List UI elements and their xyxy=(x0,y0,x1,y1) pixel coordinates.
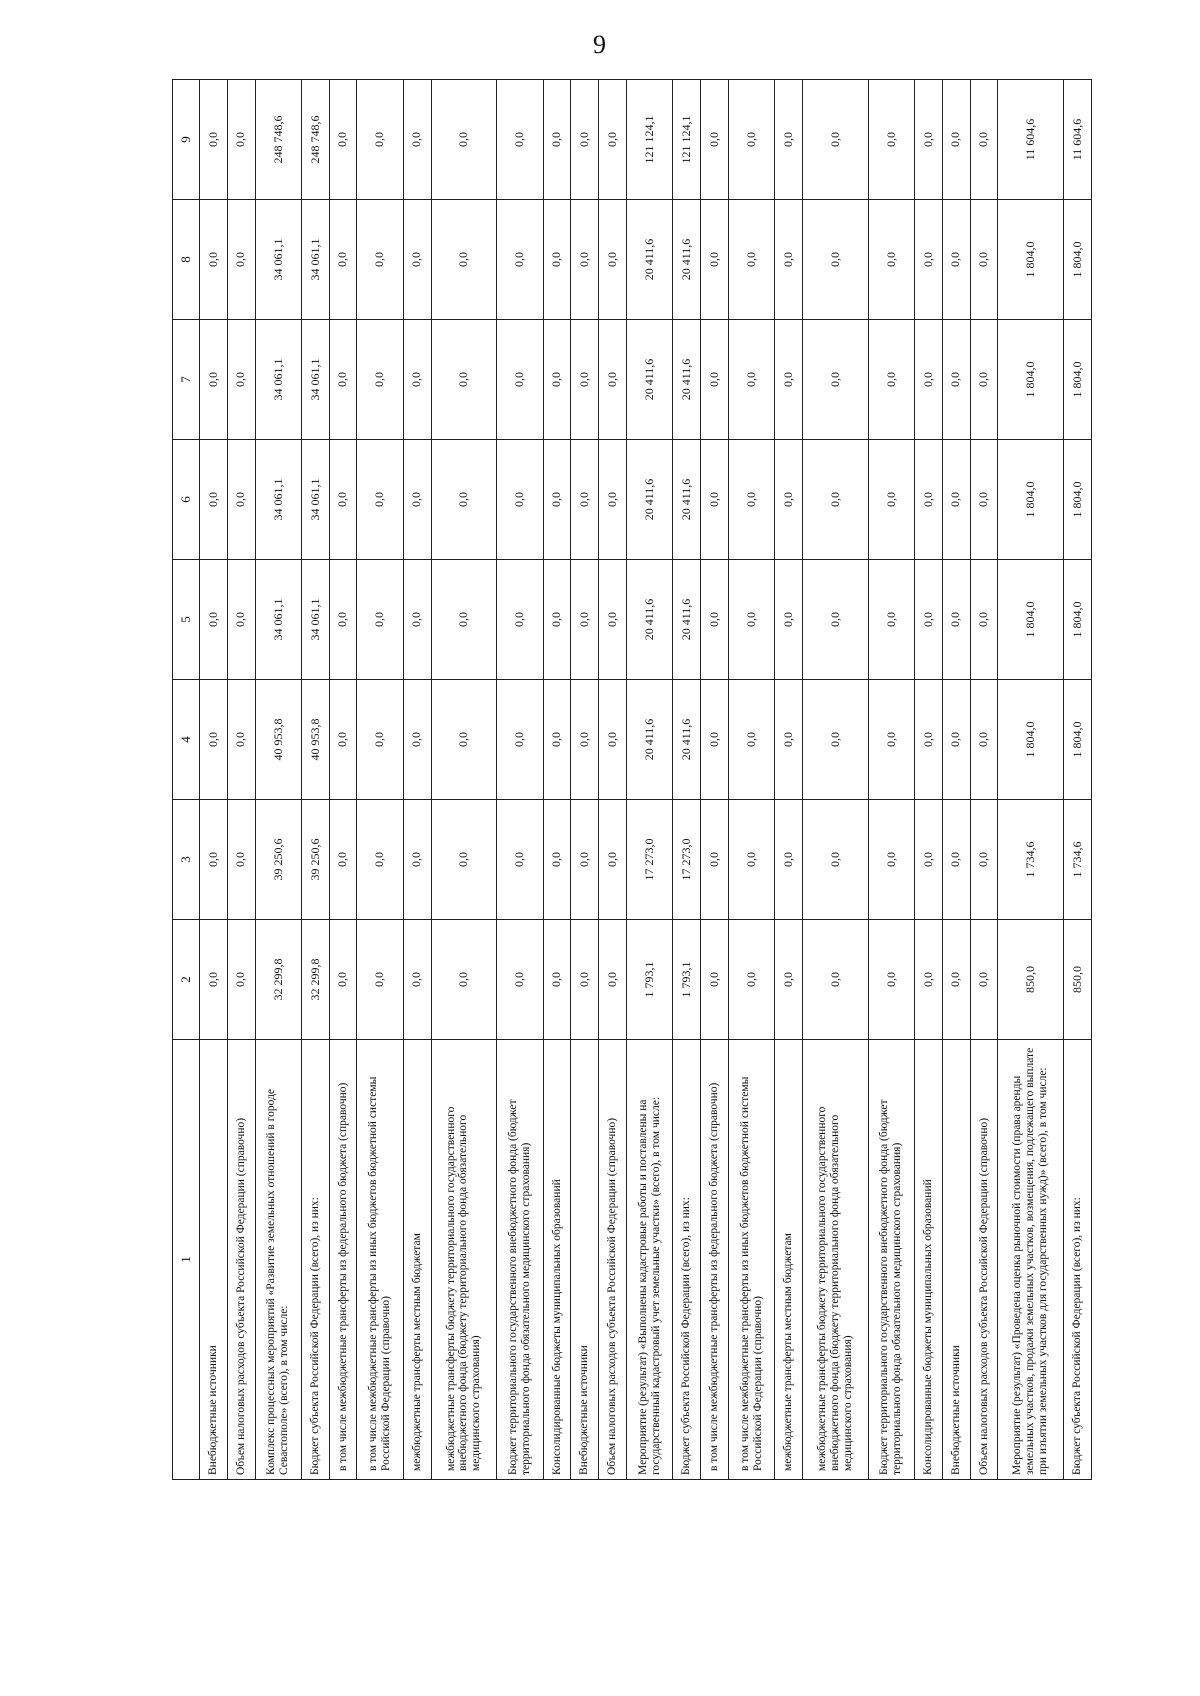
value-cell: 0,0 xyxy=(915,920,943,1040)
value-cell: 0,0 xyxy=(431,320,497,440)
value-cell: 0,0 xyxy=(599,80,627,200)
value-cell: 0,0 xyxy=(915,320,943,440)
value-cell: 0,0 xyxy=(728,800,774,920)
table-row xyxy=(728,80,774,1480)
table-row xyxy=(775,80,803,1480)
row-label: в том числе межбюджетные трансферты из федерального бюджета (справочно) xyxy=(329,1040,357,1480)
value-cell: 0,0 xyxy=(728,920,774,1040)
value-cell: 0,0 xyxy=(775,560,803,680)
value-cell: 0,0 xyxy=(403,440,431,560)
value-cell: 20 411,6 xyxy=(626,200,672,320)
table-row xyxy=(998,80,1064,1480)
value-cell: 0,0 xyxy=(701,320,729,440)
row-label: Объем налоговых расходов субъекта Российской Федерации (справочно) xyxy=(970,1040,998,1480)
value-cell: 0,0 xyxy=(868,440,914,560)
value-cell: 0,0 xyxy=(497,320,543,440)
row-label: Бюджет субъекта Российской Федерации (всего), из них: xyxy=(1064,1040,1092,1480)
value-cell: 0,0 xyxy=(227,440,255,560)
value-cell: 0,0 xyxy=(802,320,868,440)
row-label: Объем налоговых расходов субъекта Российской Федерации (справочно) xyxy=(599,1040,627,1480)
value-cell: 34 061,1 xyxy=(301,440,329,560)
row-label: Консолидированные бюджеты муниципальных образований xyxy=(543,1040,571,1480)
table-row xyxy=(301,80,329,1480)
column-header-4: 4 xyxy=(173,680,200,800)
value-cell: 0,0 xyxy=(942,80,970,200)
value-cell: 0,0 xyxy=(329,440,357,560)
value-cell: 32 299,8 xyxy=(301,920,329,1040)
value-cell: 0,0 xyxy=(701,680,729,800)
value-cell: 1 793,1 xyxy=(673,920,701,1040)
value-cell: 0,0 xyxy=(571,560,599,680)
value-cell: 0,0 xyxy=(802,560,868,680)
table-row xyxy=(431,80,497,1480)
value-cell: 0,0 xyxy=(599,920,627,1040)
value-cell: 1 804,0 xyxy=(998,680,1064,800)
value-cell: 0,0 xyxy=(915,680,943,800)
row-label: Мероприятие (результат) «Проведена оценка рыночной стоимости (права аренды земельных участков, продажи земельных участков, возмещения, подлежащего выплате при изъятии земельных участков для государственных нужд)» (всего), в том числе: xyxy=(998,1040,1064,1480)
value-cell: 0,0 xyxy=(357,320,403,440)
value-cell: 0,0 xyxy=(728,560,774,680)
value-cell: 121 124,1 xyxy=(673,80,701,200)
value-cell: 0,0 xyxy=(571,200,599,320)
value-cell: 850,0 xyxy=(998,920,1064,1040)
value-cell: 0,0 xyxy=(775,440,803,560)
table-row xyxy=(599,80,627,1480)
value-cell: 40 953,8 xyxy=(255,680,301,800)
value-cell: 248 748,6 xyxy=(255,80,301,200)
value-cell: 0,0 xyxy=(497,440,543,560)
value-cell: 0,0 xyxy=(942,320,970,440)
table-row xyxy=(1064,80,1092,1480)
value-cell: 0,0 xyxy=(357,800,403,920)
value-cell: 0,0 xyxy=(200,680,228,800)
value-cell: 20 411,6 xyxy=(673,680,701,800)
value-cell: 0,0 xyxy=(403,560,431,680)
value-cell: 0,0 xyxy=(701,920,729,1040)
page-number: 9 xyxy=(593,30,607,59)
value-cell: 0,0 xyxy=(970,440,998,560)
value-cell: 850,0 xyxy=(1064,920,1092,1040)
row-label: Внебюджетные источники xyxy=(571,1040,599,1480)
value-cell: 0,0 xyxy=(942,680,970,800)
value-cell: 0,0 xyxy=(970,680,998,800)
value-cell: 0,0 xyxy=(915,440,943,560)
value-cell: 0,0 xyxy=(543,200,571,320)
value-cell: 0,0 xyxy=(728,200,774,320)
value-cell: 39 250,6 xyxy=(301,800,329,920)
row-label: в том числе межбюджетные трансферты из федерального бюджета (справочно) xyxy=(701,1040,729,1480)
value-cell: 0,0 xyxy=(357,200,403,320)
row-label: в том числе межбюджетные трансферты из иных бюджетов бюджетной системы Российской Федерации (справочно) xyxy=(728,1040,774,1480)
value-cell: 0,0 xyxy=(868,800,914,920)
value-cell: 0,0 xyxy=(403,200,431,320)
value-cell: 40 953,8 xyxy=(301,680,329,800)
value-cell: 1 804,0 xyxy=(998,560,1064,680)
value-cell: 0,0 xyxy=(571,80,599,200)
value-cell: 0,0 xyxy=(200,440,228,560)
value-cell: 0,0 xyxy=(431,560,497,680)
value-cell: 1 734,6 xyxy=(1064,800,1092,920)
table-header xyxy=(173,80,200,1480)
value-cell: 0,0 xyxy=(599,680,627,800)
value-cell: 0,0 xyxy=(329,920,357,1040)
value-cell: 20 411,6 xyxy=(626,560,672,680)
value-cell: 0,0 xyxy=(543,560,571,680)
value-cell: 0,0 xyxy=(868,920,914,1040)
value-cell: 0,0 xyxy=(200,80,228,200)
value-cell: 1 734,6 xyxy=(998,800,1064,920)
value-cell: 0,0 xyxy=(599,560,627,680)
value-cell: 121 124,1 xyxy=(626,80,672,200)
value-cell: 0,0 xyxy=(701,560,729,680)
row-label: межбюджетные трансферты местным бюджетам xyxy=(403,1040,431,1480)
value-cell: 0,0 xyxy=(329,80,357,200)
table-row xyxy=(868,80,914,1480)
value-cell: 0,0 xyxy=(802,920,868,1040)
table-row xyxy=(227,80,255,1480)
table-row xyxy=(626,80,672,1480)
table-row xyxy=(255,80,301,1480)
table-row xyxy=(497,80,543,1480)
value-cell: 0,0 xyxy=(802,200,868,320)
value-cell: 0,0 xyxy=(227,200,255,320)
row-label: в том числе межбюджетные трансферты из иных бюджетов бюджетной системы Российской Федерации (справочно) xyxy=(357,1040,403,1480)
value-cell: 0,0 xyxy=(728,440,774,560)
value-cell: 1 804,0 xyxy=(998,440,1064,560)
value-cell: 0,0 xyxy=(915,200,943,320)
value-cell: 0,0 xyxy=(497,800,543,920)
value-cell: 0,0 xyxy=(431,80,497,200)
value-cell: 0,0 xyxy=(543,440,571,560)
value-cell: 0,0 xyxy=(701,440,729,560)
table-row xyxy=(357,80,403,1480)
value-cell: 32 299,8 xyxy=(255,920,301,1040)
column-header-5: 5 xyxy=(173,560,200,680)
value-cell: 0,0 xyxy=(915,800,943,920)
value-cell: 0,0 xyxy=(970,920,998,1040)
value-cell: 0,0 xyxy=(868,200,914,320)
value-cell: 1 804,0 xyxy=(1064,320,1092,440)
column-header-2: 2 xyxy=(173,920,200,1040)
value-cell: 0,0 xyxy=(775,800,803,920)
row-label: Бюджет субъекта Российской Федерации (всего), из них: xyxy=(673,1040,701,1480)
value-cell: 0,0 xyxy=(357,680,403,800)
value-cell: 0,0 xyxy=(728,320,774,440)
value-cell: 17 273,0 xyxy=(673,800,701,920)
value-cell: 20 411,6 xyxy=(626,680,672,800)
value-cell: 20 411,6 xyxy=(673,320,701,440)
value-cell: 0,0 xyxy=(357,80,403,200)
value-cell: 0,0 xyxy=(543,800,571,920)
value-cell: 0,0 xyxy=(543,80,571,200)
value-cell: 0,0 xyxy=(970,320,998,440)
value-cell: 0,0 xyxy=(802,440,868,560)
value-cell: 0,0 xyxy=(775,920,803,1040)
value-cell: 248 748,6 xyxy=(301,80,329,200)
value-cell: 1 804,0 xyxy=(1064,440,1092,560)
value-cell: 0,0 xyxy=(227,320,255,440)
value-cell: 0,0 xyxy=(970,200,998,320)
value-cell: 0,0 xyxy=(543,680,571,800)
value-cell: 0,0 xyxy=(329,200,357,320)
budget-table xyxy=(172,79,1092,1480)
value-cell: 0,0 xyxy=(571,800,599,920)
column-header-1: 1 xyxy=(173,1040,200,1480)
value-cell: 0,0 xyxy=(431,800,497,920)
value-cell: 0,0 xyxy=(227,800,255,920)
row-label: Комплекс процессных мероприятий «Развитие земельных отношений в городе Севастополе» (всего), в том числе: xyxy=(255,1040,301,1480)
value-cell: 0,0 xyxy=(599,440,627,560)
value-cell: 20 411,6 xyxy=(673,440,701,560)
table-row xyxy=(403,80,431,1480)
value-cell: 0,0 xyxy=(357,440,403,560)
row-label: межбюджетные трансферты бюджету территориального государственного внебюджетного фонда (бюджету территориального фонда обязательного медицинского страхования) xyxy=(431,1040,497,1480)
table-row xyxy=(942,80,970,1480)
value-cell: 0,0 xyxy=(802,800,868,920)
row-label: межбюджетные трансферты бюджету территориального государственного внебюджетного фонда (бюджету территориального фонда обязательного медицинского страхования) xyxy=(802,1040,868,1480)
value-cell: 0,0 xyxy=(571,320,599,440)
value-cell: 20 411,6 xyxy=(673,560,701,680)
value-cell: 0,0 xyxy=(701,80,729,200)
table-row xyxy=(329,80,357,1480)
row-label: Объем налоговых расходов субъекта Российской Федерации (справочно) xyxy=(227,1040,255,1480)
value-cell: 11 604,6 xyxy=(1064,80,1092,200)
value-cell: 39 250,6 xyxy=(255,800,301,920)
value-cell: 0,0 xyxy=(227,680,255,800)
value-cell: 0,0 xyxy=(970,800,998,920)
column-header-7: 7 xyxy=(173,320,200,440)
value-cell: 0,0 xyxy=(497,680,543,800)
value-cell: 0,0 xyxy=(571,920,599,1040)
value-cell: 1 804,0 xyxy=(1064,200,1092,320)
value-cell: 0,0 xyxy=(728,80,774,200)
value-cell: 0,0 xyxy=(227,560,255,680)
value-cell: 0,0 xyxy=(403,680,431,800)
table-row xyxy=(970,80,998,1480)
value-cell: 0,0 xyxy=(775,200,803,320)
value-cell: 0,0 xyxy=(775,80,803,200)
row-label: Бюджет субъекта Российской Федерации (всего), из них: xyxy=(301,1040,329,1480)
value-cell: 0,0 xyxy=(403,320,431,440)
value-cell: 0,0 xyxy=(497,560,543,680)
column-header-8: 8 xyxy=(173,200,200,320)
value-cell: 0,0 xyxy=(942,560,970,680)
value-cell: 20 411,6 xyxy=(626,320,672,440)
value-cell: 1 804,0 xyxy=(998,320,1064,440)
value-cell: 0,0 xyxy=(701,800,729,920)
value-cell: 0,0 xyxy=(543,320,571,440)
value-cell: 0,0 xyxy=(200,320,228,440)
row-label: Бюджет территориального государственного внебюджетного фонда (бюджет территориального фонда обязательного медицинского страхования) xyxy=(868,1040,914,1480)
value-cell: 0,0 xyxy=(497,80,543,200)
value-cell: 1 804,0 xyxy=(1064,680,1092,800)
value-cell: 0,0 xyxy=(497,200,543,320)
value-cell: 0,0 xyxy=(942,800,970,920)
value-cell: 34 061,1 xyxy=(301,560,329,680)
value-cell: 34 061,1 xyxy=(301,200,329,320)
value-cell: 0,0 xyxy=(775,680,803,800)
value-cell: 34 061,1 xyxy=(255,320,301,440)
value-cell: 0,0 xyxy=(200,920,228,1040)
value-cell: 34 061,1 xyxy=(255,440,301,560)
value-cell: 20 411,6 xyxy=(626,440,672,560)
value-cell: 0,0 xyxy=(942,200,970,320)
value-cell: 34 061,1 xyxy=(255,200,301,320)
value-cell: 0,0 xyxy=(403,920,431,1040)
rotated-table-wrapper xyxy=(172,80,1092,1480)
value-cell: 0,0 xyxy=(431,680,497,800)
value-cell: 0,0 xyxy=(227,80,255,200)
value-cell: 0,0 xyxy=(200,200,228,320)
value-cell: 0,0 xyxy=(942,440,970,560)
value-cell: 0,0 xyxy=(868,560,914,680)
value-cell: 0,0 xyxy=(329,320,357,440)
value-cell: 0,0 xyxy=(728,680,774,800)
value-cell: 0,0 xyxy=(868,680,914,800)
value-cell: 0,0 xyxy=(942,920,970,1040)
row-label: Консолидированные бюджеты муниципальных образований xyxy=(915,1040,943,1480)
value-cell: 0,0 xyxy=(329,680,357,800)
value-cell: 0,0 xyxy=(431,440,497,560)
value-cell: 34 061,1 xyxy=(301,320,329,440)
value-cell: 0,0 xyxy=(431,920,497,1040)
value-cell: 0,0 xyxy=(571,440,599,560)
value-cell: 0,0 xyxy=(357,560,403,680)
value-cell: 0,0 xyxy=(970,560,998,680)
column-header-6: 6 xyxy=(173,440,200,560)
value-cell: 0,0 xyxy=(329,800,357,920)
value-cell: 0,0 xyxy=(431,200,497,320)
table-row xyxy=(543,80,571,1480)
table-row xyxy=(915,80,943,1480)
table-row xyxy=(673,80,701,1480)
row-label: Бюджет территориального государственного внебюджетного фонда (бюджет территориального фонда обязательного медицинского страхования) xyxy=(497,1040,543,1480)
table-row xyxy=(571,80,599,1480)
value-cell: 0,0 xyxy=(599,200,627,320)
value-cell: 1 804,0 xyxy=(1064,560,1092,680)
value-cell: 1 793,1 xyxy=(626,920,672,1040)
value-cell: 34 061,1 xyxy=(255,560,301,680)
table-row xyxy=(802,80,868,1480)
value-cell: 0,0 xyxy=(802,80,868,200)
value-cell: 1 804,0 xyxy=(998,200,1064,320)
value-cell: 0,0 xyxy=(970,80,998,200)
value-cell: 0,0 xyxy=(775,320,803,440)
value-cell: 0,0 xyxy=(571,680,599,800)
column-header-3: 3 xyxy=(173,800,200,920)
value-cell: 0,0 xyxy=(543,920,571,1040)
value-cell: 0,0 xyxy=(599,800,627,920)
row-label: Внебюджетные источники xyxy=(942,1040,970,1480)
row-label: межбюджетные трансферты местным бюджетам xyxy=(775,1040,803,1480)
table-body xyxy=(200,80,1092,1480)
value-cell: 0,0 xyxy=(802,680,868,800)
value-cell: 0,0 xyxy=(200,560,228,680)
value-cell: 0,0 xyxy=(497,920,543,1040)
table-row xyxy=(701,80,729,1480)
value-cell: 0,0 xyxy=(701,200,729,320)
value-cell: 0,0 xyxy=(868,80,914,200)
value-cell: 0,0 xyxy=(403,80,431,200)
row-label: Мероприятие (результат) «Выполнены кадастровые работы и поставлены на государственный кадастровый учет земельные участки» (всего), в том числе: xyxy=(626,1040,672,1480)
value-cell: 0,0 xyxy=(357,920,403,1040)
value-cell: 17 273,0 xyxy=(626,800,672,920)
rotated-table-block xyxy=(172,80,1092,1480)
value-cell: 11 604,6 xyxy=(998,80,1064,200)
column-header-9: 9 xyxy=(173,80,200,200)
row-label: Внебюджетные источники xyxy=(200,1040,228,1480)
value-cell: 0,0 xyxy=(915,560,943,680)
value-cell: 0,0 xyxy=(599,320,627,440)
header-row xyxy=(173,80,200,1480)
value-cell: 0,0 xyxy=(915,80,943,200)
value-cell: 0,0 xyxy=(200,800,228,920)
value-cell: 0,0 xyxy=(227,920,255,1040)
table-row xyxy=(200,80,228,1480)
value-cell: 20 411,6 xyxy=(673,200,701,320)
value-cell: 0,0 xyxy=(868,320,914,440)
value-cell: 0,0 xyxy=(329,560,357,680)
value-cell: 0,0 xyxy=(403,800,431,920)
